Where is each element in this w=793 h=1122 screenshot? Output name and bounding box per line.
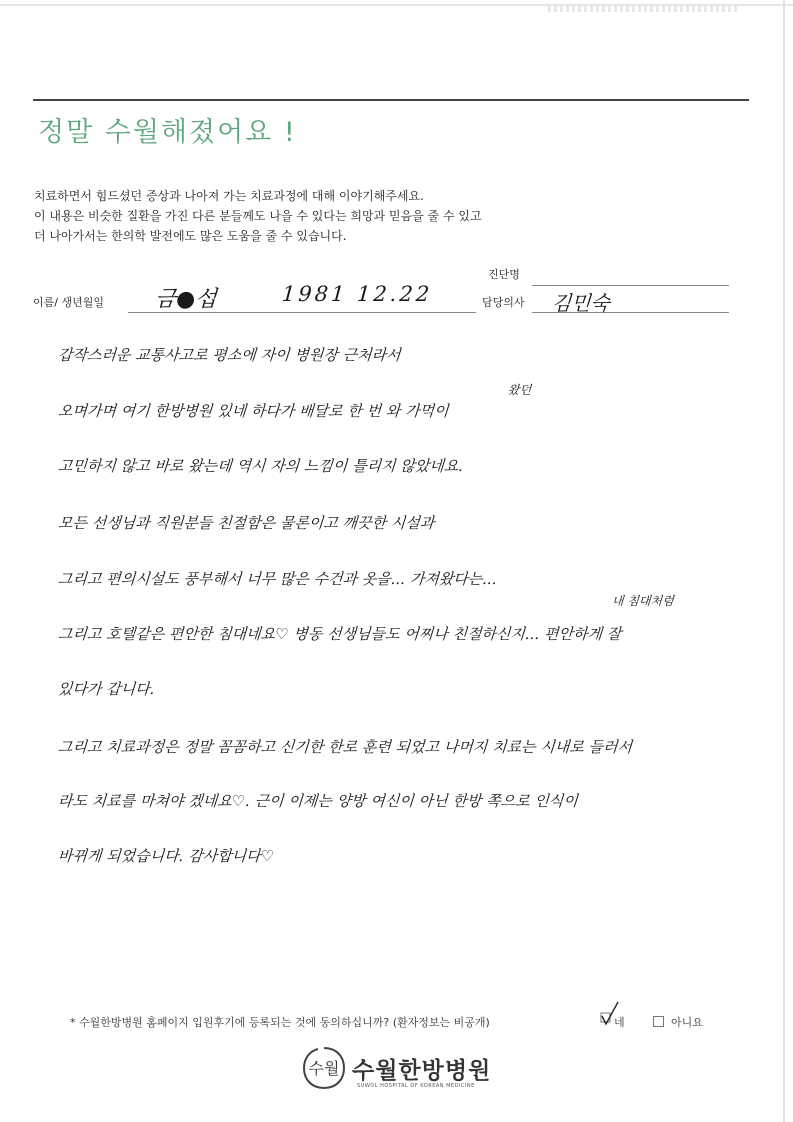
diagnosis-field[interactable] [532,285,729,286]
suwol-seal-icon [300,1044,348,1092]
hospital-logo-text: 수월한방병원 [352,1058,492,1084]
consent-no-checkbox[interactable] [653,1016,664,1027]
testimonial-line: 오며가며 여기 한방병원 있네 하다가 배달로 한 번 와 가먹이 [57,402,450,420]
page-right-edge [783,0,785,1122]
logo-mark-text: 수월 [308,1059,340,1078]
testimonial-line: 라도 치료를 마쳐야 겠네요♡. 근이 이제는 양방 여신이 아닌 한방 쪽으로 인식이 [57,792,579,810]
testimonial-line: 그리고 호텔같은 편안한 침대네요♡ 병동 선생님들도 어찌나 친절하신지... 편안하게 잘 [57,625,622,643]
name-birth-label: 이름/ 생년월일 [33,296,104,309]
diagnosis-label: 진단명 [488,268,520,281]
testimonial-line: 있다가 갑니다. [57,680,156,698]
consent-yes-label: 네 [614,1016,625,1029]
scan-artifact [548,6,740,12]
testimonial-line: 고민하지 않고 바로 왔는데 역시 자의 느낌이 틀리지 않았네요. [57,457,464,475]
doctor-label: 담당의사 [482,296,525,309]
intro-line: 치료하면서 힘드셨던 증상과 나아져 가는 치료과정에 대해 이야기해주세요. [34,189,424,203]
testimonial-insertion: 왔던 [507,383,532,397]
testimonial-line: 모든 선생님과 직원분들 친절함은 물론이고 깨끗한 시설과 [57,514,435,532]
testimonial-line: 바뀌게 되었습니다. 감사합니다♡ [57,847,275,865]
consent-no-label: 아니요 [671,1016,703,1029]
patient-name: 금●섭 [153,287,218,312]
page-title: 정말 수월해졌어요 ! [38,117,297,148]
intro-line: 이 내용은 비슷한 질환을 가진 다른 분들께도 나을 수 있다는 희망과 믿음을 줄 수 있고 [34,209,482,223]
header-rule [33,99,749,101]
intro-line: 더 나아가서는 한의학 발전에도 많은 도움을 줄 수 있습니다. [34,229,347,243]
hospital-logo-subtitle: SUWOL HOSPITAL OF KOREAN MEDICINE [357,1083,475,1089]
testimonial-line: 그리고 편의시설도 풍부해서 너무 많은 수건과 옷을... 가져왔다는... [57,570,498,588]
intro-text [34,186,482,246]
testimonial-insertion: 내 침대처럼 [611,594,675,608]
birthdate: 1981 12.22 [281,282,434,306]
testimonial-line: 갑작스러운 교통사고로 평소에 자이 병원장 근처라서 [57,346,402,364]
testimonial-line: 그리고 치료과정은 정말 꼼꼼하고 신기한 한로 훈련 되었고 나머지 치료는 시내로 들러서 [57,738,633,756]
consent-question: * 수월한방병원 홈페이지 입원후기에 등록되는 것에 동의하십니까? (환자정보는 비공개) [70,1016,490,1029]
doctor-name: 김민숙 [551,291,611,315]
